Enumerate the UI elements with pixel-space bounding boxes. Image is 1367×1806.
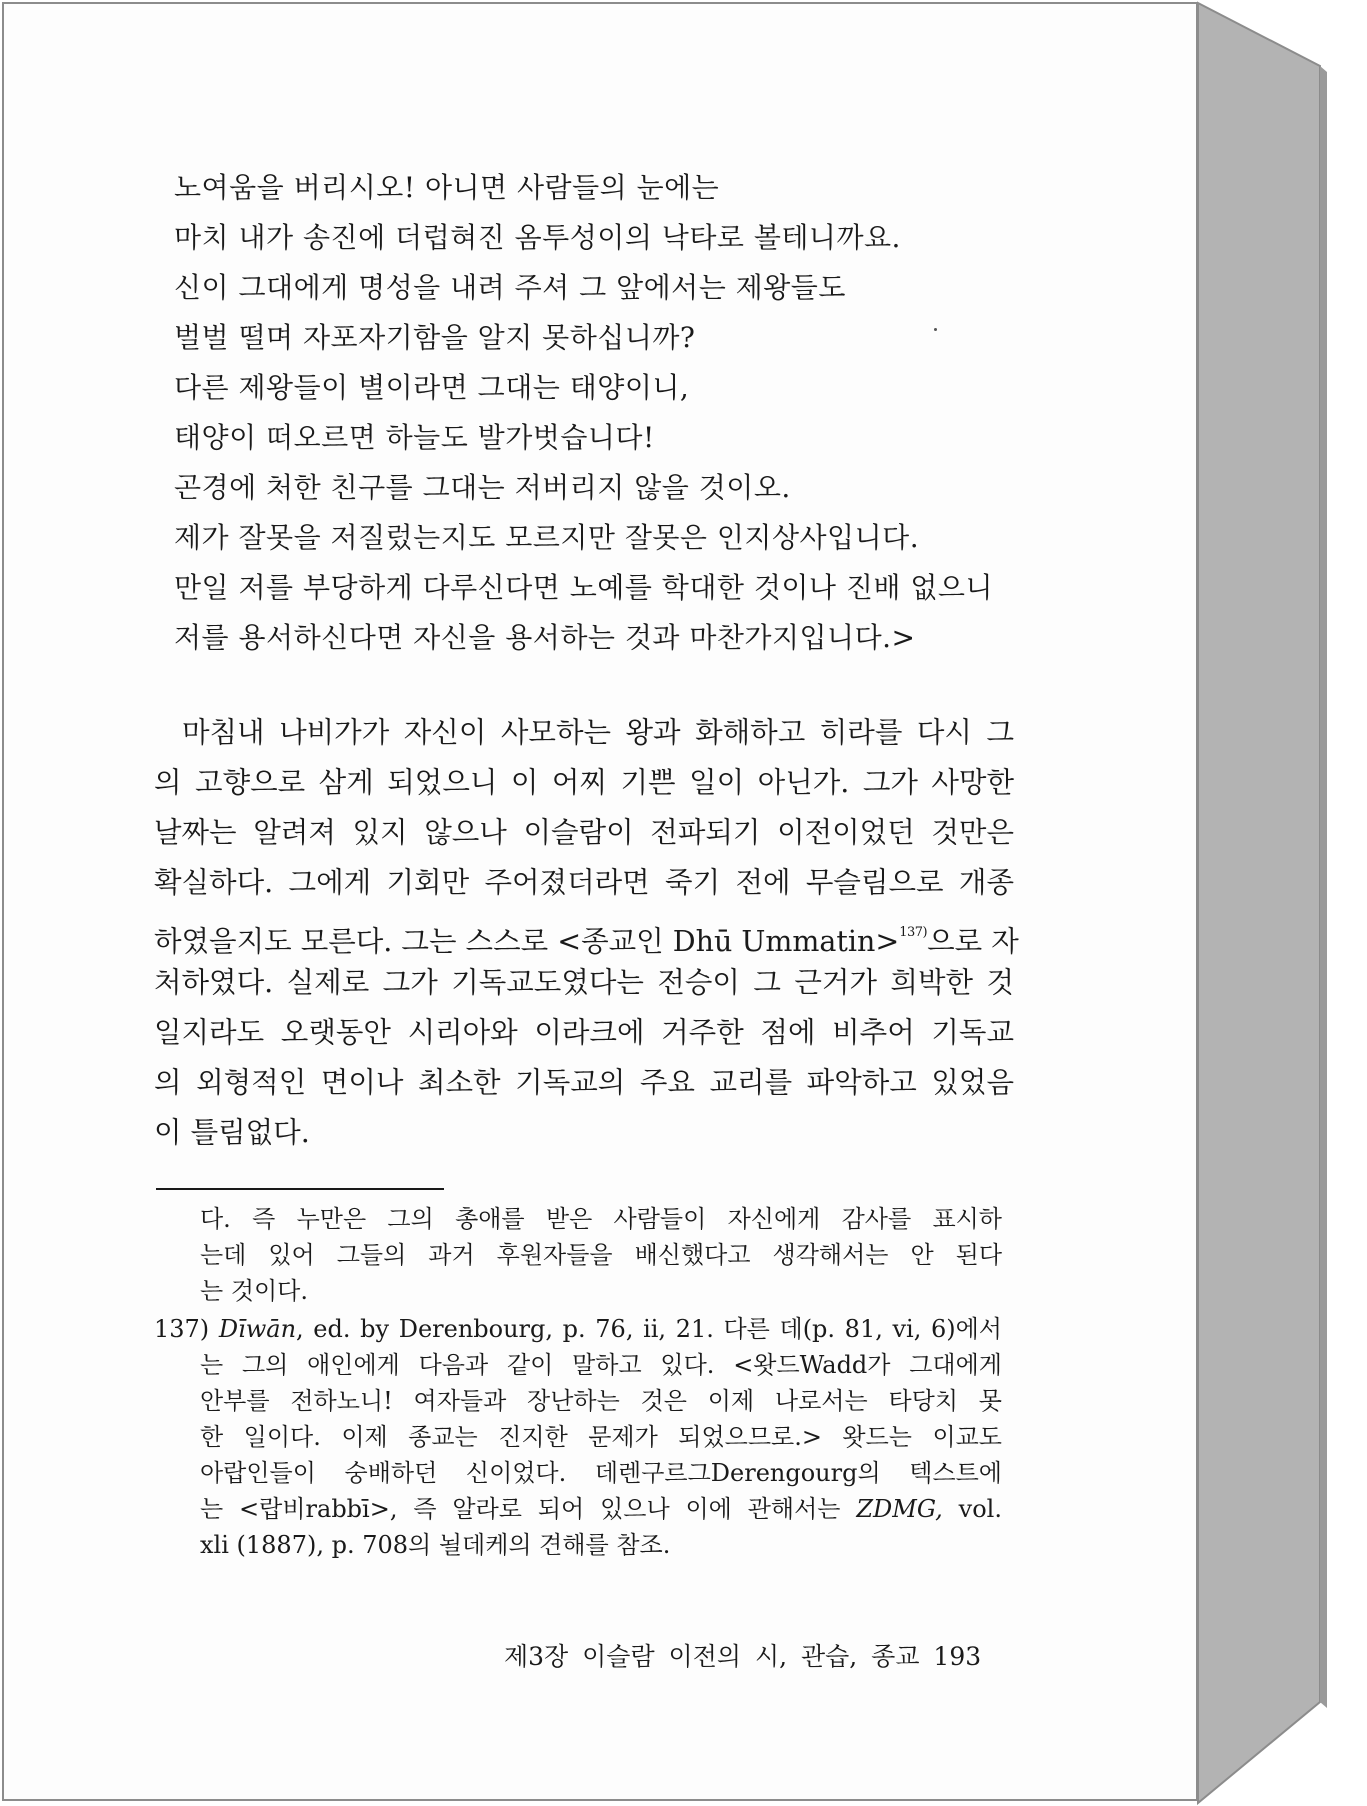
verse-line: 마치 내가 송진에 더럽혀진 옴투성이의 낙타로 볼테니까요. [174, 221, 901, 254]
footnote-line: 는 그의 애인에게 다음과 같이 말하고 있다. <왓드Wadd가 그대에게 [200, 1351, 1002, 1379]
footnote-journal: ZDMG, [856, 1495, 943, 1523]
running-footer: 제3장 이슬람 이전의 시, 관습, 종교 193 [504, 1642, 982, 1671]
verse-line: 신이 그대에게 명성을 내려 주셔 그 앞에서는 제왕들도 [174, 271, 846, 304]
footnote-line: 는 것이다. [200, 1277, 308, 1305]
book-page [2, 2, 1198, 1801]
prose-line: 마침내 나비가가 자신이 사모하는 왕과 화해하고 히라를 다시 그 [182, 716, 1014, 749]
verse-line: 곤경에 처한 친구를 그대는 저버리지 않을 것이오. [174, 471, 791, 504]
verse-line: 태양이 떠오르면 하늘도 발가벗습니다! [174, 421, 655, 454]
prose-line: 일지라도 오랫동안 시리아와 이라크에 거주한 점에 비추어 기독교 [154, 1016, 1014, 1049]
prose-line: 의 외형적인 면이나 최소한 기독교의 주요 교리를 파악하고 있었음 [154, 1066, 1014, 1099]
footnote-line: 한 일이다. 이제 종교는 진지한 문제가 되었으므로.> 왓드는 이교도 [200, 1423, 1002, 1451]
footnote-title: Dīwān [218, 1315, 297, 1343]
footnote-line [200, 1494, 1002, 1524]
footnote-137-first-line [154, 1314, 1002, 1344]
footnote-line: 는데 있어 그들의 과거 후원자들을 배신했다고 생각해서는 안 된다 [200, 1241, 1002, 1269]
verse-line: 저를 용서하신다면 자신을 용서하는 것과 마찬가지입니다.> [174, 621, 916, 654]
footnote-line: 안부를 전하노니! 여자들과 장난하는 것은 이제 나로서는 타당치 못 [200, 1387, 1002, 1415]
verse-line: 만일 저를 부당하게 다루신다면 노예를 학대한 것이나 진배 없으니 [174, 571, 994, 604]
footnote-ref-137: 137) [899, 925, 928, 940]
footnote-text: vol. [942, 1495, 1002, 1523]
footnote-line: 아랍인들이 숭배하던 신이었다. 데렌구르그Derengourg의 텍스트에 [200, 1459, 1002, 1487]
stray-dot [934, 328, 937, 331]
footnote-line: 다. 즉 누만은 그의 총애를 받은 사람들이 자신에게 감사를 표시하 [200, 1205, 1002, 1233]
verse-line: 벌벌 떨며 자포자기함을 알지 못하십니까? [174, 321, 696, 354]
prose-line: 처하였다. 실제로 그가 기독교도였다는 전승이 그 근거가 희박한 것 [154, 966, 1014, 999]
prose-line-text: 으로 자 [927, 925, 1019, 958]
prose-line: 확실하다. 그에게 기회만 주어졌더라면 죽기 전에 무슬림으로 개종 [154, 866, 1014, 899]
prose-line [154, 915, 1019, 960]
prose-line: 이 틀림없다. [154, 1116, 310, 1149]
prose-line-text: 하였을지도 모른다. 그는 스스로 <종교인 Dhū Ummatin> [154, 925, 900, 958]
prose-line: 의 고향으로 삼게 되었으니 이 어찌 기쁜 일이 아닌가. 그가 사망한 [154, 766, 1014, 799]
footnote-separator [156, 1188, 444, 1190]
footnote-text: 는 <랍비rabbī>, 즉 알라로 되어 있으나 이에 관해서는 [200, 1495, 857, 1523]
verse-line: 제가 잘못을 저질렀는지도 모르지만 잘못은 인지상사입니다. [174, 521, 920, 554]
verse-line: 노여움을 버리시오! 아니면 사람들의 눈에는 [174, 171, 720, 204]
footnote-line: xli (1887), p. 708의 뇔데케의 견해를 참조. [200, 1531, 671, 1559]
footnote-text: , ed. by Derenbourg, p. 76, ii, 21. 다른 데(p. 81, vi, 6)에서 [296, 1315, 1002, 1343]
prose-line: 날짜는 알려져 있지 않으나 이슬람이 전파되기 이전이었던 것만은 [154, 816, 1014, 849]
footnote-marker: 137) [154, 1315, 210, 1343]
verse-line: 다른 제왕들이 별이라면 그대는 태양이니, [174, 371, 690, 404]
